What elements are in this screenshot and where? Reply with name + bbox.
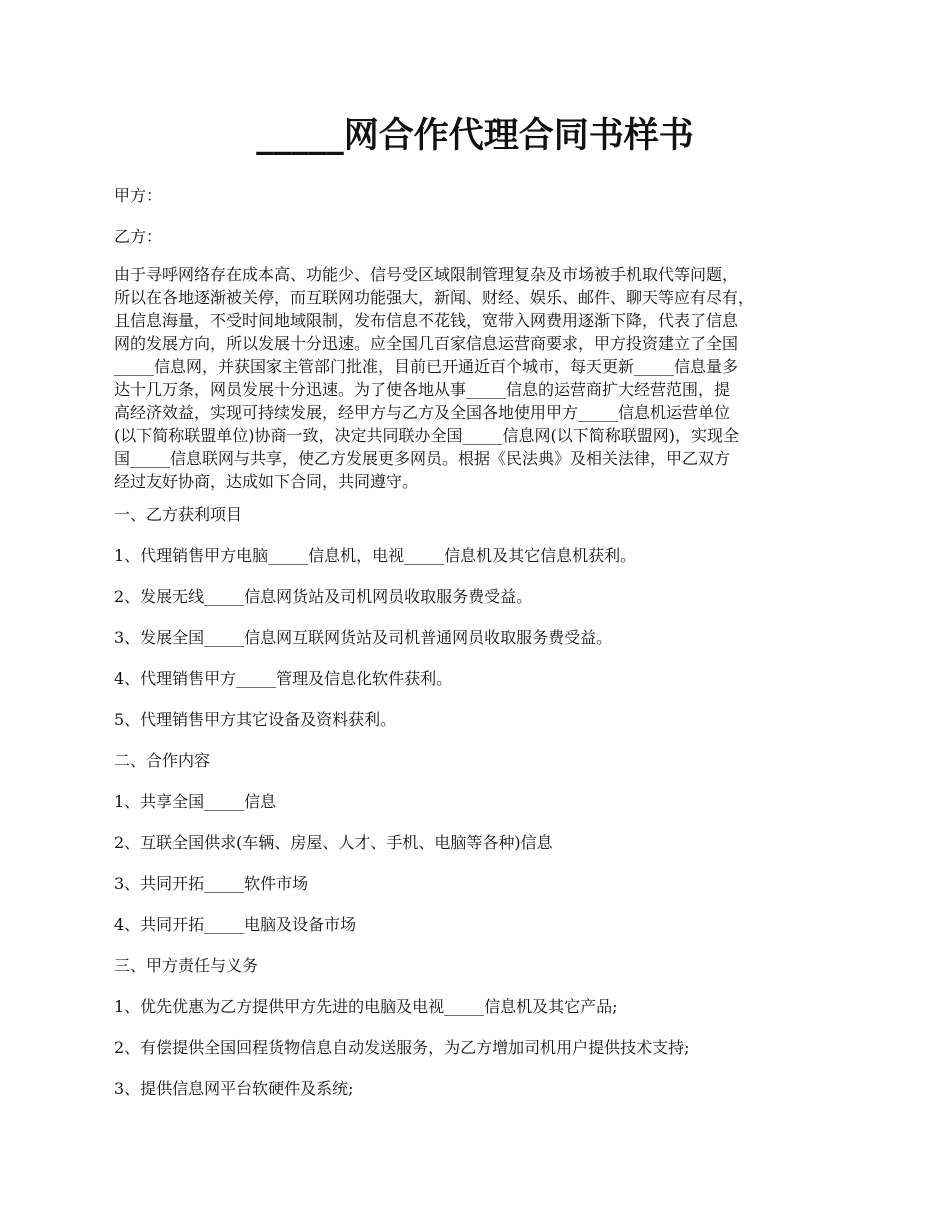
- list-item: 2、发展无线_____信息网货站及司机网员收取服务费受益。: [114, 587, 533, 606]
- intro-line: _____信息网，并获国家主管部门批准，目前已开通近百个城市，每天更新_____信息量多: [114, 357, 739, 376]
- intro-line: 所以在各地逐渐被关停，而互联网功能强大，新闻、财经、娱乐、邮件、聊天等应有尽有，: [114, 288, 755, 307]
- list-item: 4、代理销售甲方_____管理及信息化软件获利。: [114, 669, 453, 688]
- intro-line: (以下简称联盟单位)协商一致，决定共同联办全国_____信息网(以下简称联盟网)，实现全: [114, 426, 739, 445]
- party-a-label: 甲方：: [114, 186, 163, 205]
- section-heading-3: 三、甲方责任与义务: [114, 956, 259, 975]
- document-title: _____网合作代理合同书样书: [256, 115, 694, 156]
- list-item: 2、有偿提供全国回程货物信息自动发送服务，为乙方增加司机用户提供技术支持;: [114, 1038, 690, 1057]
- party-b-label: 乙方：: [114, 227, 163, 246]
- intro-line: 高经济效益，实现可持续发展，经甲方与乙方及全国各地使用甲方_____信息机运营单位: [114, 403, 731, 422]
- intro-line: 由于寻呼网络存在成本高、功能少、信号受区域限制管理复杂及市场被手机取代等问题，: [114, 265, 739, 284]
- intro-paragraph: [114, 263, 854, 493]
- list-item: 1、共享全国_____信息: [114, 792, 277, 811]
- section-heading-1: 一、乙方获利项目: [114, 505, 243, 524]
- intro-line: 且信息海量，不受时间地域限制，发布信息不花钱，宽带入网费用逐渐下降，代表了信息: [114, 311, 739, 330]
- intro-line: 达十几万条，网员发展十分迅速。为了使各地从事_____信息的运营商扩大经营范围，提: [114, 380, 731, 399]
- list-item: 3、共同开拓_____软件市场: [114, 874, 309, 893]
- list-item: 3、发展全国_____信息网互联网货站及司机普通网员收取服务费受益。: [114, 628, 613, 647]
- intro-line: 国_____信息联网与共享，使乙方发展更多网员。根据《民法典》及相关法律，甲乙双方: [114, 449, 731, 468]
- intro-line: 网的发展方向，所以发展十分迅速。应全国几百家信息运营商要求，甲方投资建立了全国: [114, 334, 739, 353]
- list-item: 1、代理销售甲方电脑_____信息机，电视_____信息机及其它信息机获利。: [114, 546, 637, 565]
- intro-line: 经过友好协商，达成如下合同，共同遵守。: [114, 472, 419, 491]
- list-item: 5、代理销售甲方其它设备及资料获利。: [114, 710, 397, 729]
- list-item: 4、共同开拓_____电脑及设备市场: [114, 915, 357, 934]
- section-heading-2: 二、合作内容: [114, 751, 211, 770]
- list-item: 2、互联全国供求(车辆、房屋、人才、手机、电脑等各种)信息: [114, 833, 553, 852]
- list-item: 3、提供信息网平台软硬件及系统;: [114, 1079, 354, 1098]
- list-item: 1、优先优惠为乙方提供甲方先进的电脑及电视_____信息机及其它产品;: [114, 997, 618, 1016]
